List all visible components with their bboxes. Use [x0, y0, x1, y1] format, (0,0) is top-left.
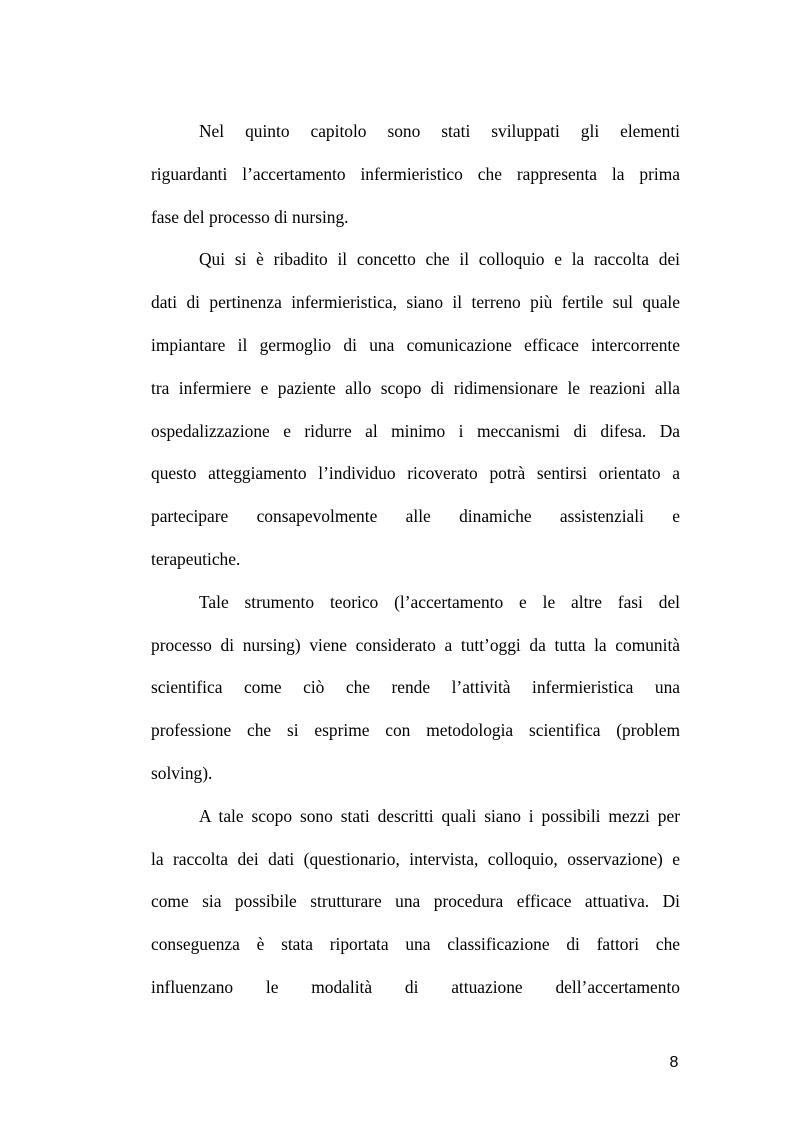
paragraph-4	[151, 795, 680, 1009]
paragraph-line: Qui si è ribadito il concetto che il colloquio e la raccolta dei	[199, 249, 680, 270]
paragraph-line: fase del processo di nursing.	[151, 206, 349, 227]
page-number: 8	[669, 1054, 679, 1071]
paragraph-line: terapeutiche.	[151, 548, 241, 569]
paragraph-line: processo di nursing) viene considerato a tutt’oggi da tutta la comunità	[151, 634, 680, 655]
paragraph-line: dati di pertinenza infermieristica, siano il terreno più fertile sul quale	[151, 292, 680, 313]
paragraph-2	[151, 238, 680, 580]
paragraph-line: questo atteggiamento l’individuo ricoverato potrà sentirsi orientato a	[151, 463, 680, 484]
paragraph-line: la raccolta dei dati (questionario, intervista, colloquio, osservazione) e	[151, 848, 680, 869]
paragraph-line: riguardanti l’accertamento infermieristico che rappresenta la prima	[151, 163, 680, 184]
paragraph-line: Nel quinto capitolo sono stati sviluppati gli elementi	[199, 121, 680, 141]
paragraph-line: ospedalizzazione e ridurre al minimo i meccanismi di difesa. Da	[151, 420, 680, 441]
paragraph-line: conseguenza è stata riportata una classificazione di fattori che	[151, 934, 680, 955]
document-body	[151, 110, 680, 1009]
paragraph-line: impiantare il germoglio di una comunicazione efficace intercorrente	[151, 334, 680, 355]
paragraph-line: scientifica come ciò che rende l’attività infermieristica una	[151, 677, 680, 698]
paragraph-line: professione che si esprime con metodologia scientifica (problem	[151, 720, 680, 741]
paragraph-line: come sia possibile strutturare una procedura efficace attuativa. Di	[151, 891, 680, 912]
paragraph-line: Tale strumento teorico (l’accertamento e le altre fasi del	[199, 591, 680, 612]
paragraph-line: partecipare consapevolmente alle dinamiche assistenziali e	[151, 506, 680, 527]
paragraph-line: tra infermiere e paziente allo scopo di ridimensionare le reazioni alla	[151, 377, 680, 398]
paragraph-1	[151, 110, 680, 238]
paragraph-line: influenzano le modalità di attuazione dell’accertamento	[151, 976, 680, 997]
paragraph-line: solving).	[151, 762, 213, 783]
paragraph-line: A tale scopo sono stati descritti quali siano i possibili mezzi per	[199, 805, 680, 826]
paragraph-3	[151, 581, 680, 795]
